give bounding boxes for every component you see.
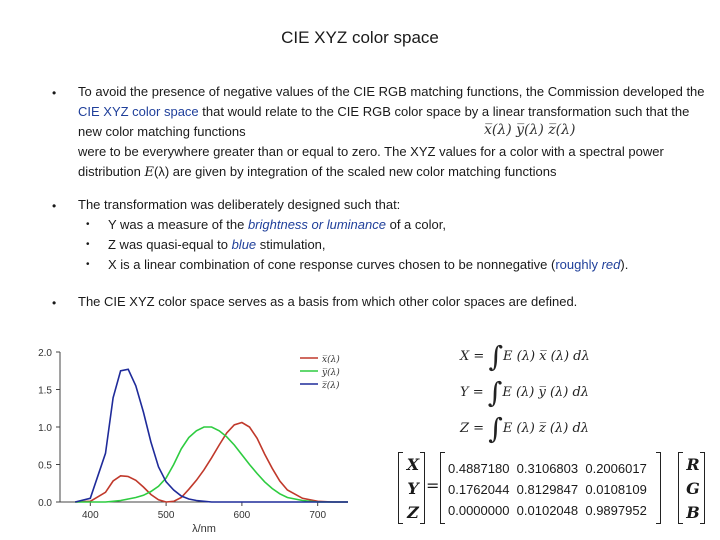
matrix-values: [448, 458, 647, 521]
color-matching-chart: [18, 340, 363, 535]
matrix-right-bracket: [656, 452, 661, 524]
equation-z: Z = ∫E (λ) z̅ (λ) dλ: [460, 412, 590, 445]
y-tick-label: 0.0: [38, 498, 52, 509]
paragraph-3: The CIE XYZ color space serves as a basis from which other color spaces are defined.: [78, 294, 578, 309]
p1-text-a: To avoid the presence of negative values of the CIE RGB matching functions, the Commission developed the: [78, 84, 705, 99]
s2-text: Z was quasi-equal to: [108, 237, 232, 252]
series-line-1: [75, 427, 348, 502]
p1-text-c: were to be everywhere greater than or equal to zero. The XYZ values for a color with a spectral power distribution: [78, 144, 664, 179]
s3-text-end: ).: [620, 257, 629, 272]
p1-text-d: (λ) are given by integration of the scaled new color matching functions: [153, 164, 557, 179]
matching-functions-formula: x̅(λ) y̅(λ) z̅(λ): [484, 122, 576, 138]
roughly-link[interactable]: roughly: [555, 257, 598, 272]
e-symbol: E: [144, 165, 154, 180]
paragraph-2: [78, 195, 708, 275]
eq-z-rhs: E (λ) z̅ (λ) dλ: [502, 421, 590, 436]
rgb-right-bracket: [700, 452, 705, 524]
cie-xyz-link[interactable]: CIE XYZ color space: [78, 104, 199, 119]
integral-sign: ∫: [488, 412, 503, 445]
eq-y-lhs: Y: [460, 385, 469, 400]
sub-bullet-z: [78, 235, 708, 255]
equation-y: Y = ∫E (λ) y̅ (λ) dλ: [460, 376, 590, 409]
p1-text-b: that would relate to the CIE RGB color space by a linear transformation such that the new color matching functions: [78, 104, 690, 139]
x-axis-label: λ/nm: [192, 523, 216, 535]
brightness-link[interactable]: brightness or luminance: [247, 217, 386, 232]
vec-x: X: [406, 454, 420, 474]
matrix-row: 0.1762044 0.8129847 0.0108109: [448, 482, 647, 497]
eq-x-lhs: X: [460, 349, 470, 364]
vec-b: B: [686, 502, 700, 522]
legend-label-0: x̅(λ): [322, 355, 340, 365]
right-bracket: [420, 452, 425, 524]
p2-intro: The transformation was deliberately designed such that:: [78, 197, 401, 212]
y-tick-label: 1.0: [38, 423, 52, 434]
x-tick-label: 700: [309, 510, 327, 521]
y-tick-label: 1.5: [38, 385, 52, 397]
y-tick-label: 2.0: [38, 348, 52, 359]
x-tick-label: 500: [157, 510, 175, 521]
s2-text-end: stimulation,: [256, 237, 326, 252]
matrix-left-bracket: [440, 452, 445, 524]
bullet-marker: •: [52, 199, 57, 213]
matrix-row: 0.4887180 0.3106803 0.2006017: [448, 461, 647, 476]
s3-text: X is a linear combination of cone response curves chosen to be nonnegative (: [108, 257, 556, 272]
eq-z-lhs: Z: [460, 421, 470, 436]
series-line-0: [75, 423, 348, 503]
x-tick-label: 400: [81, 510, 99, 521]
s1-text: Y was a measure of the: [108, 217, 248, 232]
equals-sign: =: [426, 476, 440, 495]
blue-link[interactable]: blue: [231, 237, 257, 252]
s1-text-end: of a color,: [385, 217, 446, 232]
bullet-marker: •: [52, 86, 57, 100]
legend-label-1: y̅(λ): [322, 368, 340, 378]
sub-bullet-y: [78, 215, 708, 235]
vec-g: G: [686, 478, 700, 498]
transformation-matrix-equation: [398, 452, 710, 524]
sub-bullet-x: [78, 255, 708, 275]
eq-x-rhs: E (λ) x̅ (λ) dλ: [503, 349, 590, 364]
integral-sign: ∫: [488, 340, 504, 373]
red-link[interactable]: red: [597, 257, 621, 272]
equation-x: X = ∫E (λ) x̅ (λ) dλ: [460, 340, 590, 373]
eq-y-rhs: E (λ) y̅ (λ) dλ: [502, 385, 590, 400]
paragraph-1: [78, 82, 708, 183]
y-tick-label: 0.5: [38, 460, 52, 472]
bullet-marker: •: [52, 296, 57, 310]
vec-y: Y: [407, 478, 419, 498]
vec-r: R: [686, 454, 700, 474]
integral-sign: ∫: [487, 376, 503, 409]
vec-z: Z: [407, 502, 419, 522]
legend-label-2: z̅(λ): [322, 381, 340, 391]
slide-title: CIE XYZ color space: [281, 28, 439, 47]
series-line-2: [75, 369, 348, 502]
matrix-row: 0.0000000 0.0102048 0.9897952: [448, 503, 647, 518]
x-tick-label: 600: [233, 510, 251, 521]
